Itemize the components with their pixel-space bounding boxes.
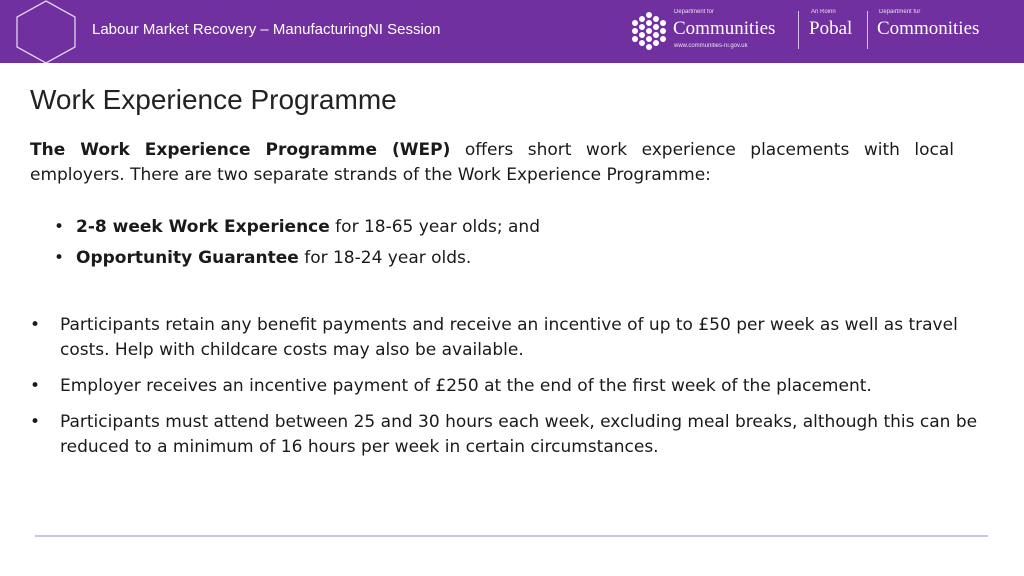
session-title: Labour Market Recovery – ManufacturingNI Session	[92, 21, 441, 38]
intro-paragraph	[30, 138, 954, 188]
hexagon-outline-icon	[14, 0, 78, 63]
intro-text: offers short work experience placements with local employers. There are two separate strands of the Work Experience Programme:	[30, 140, 954, 185]
logo-dept-for: Department for	[674, 9, 715, 15]
logo-divider	[798, 11, 799, 49]
logo-commonities: Commonities	[877, 18, 980, 39]
list-item	[54, 215, 540, 246]
bullet-icon: •	[30, 412, 41, 432]
point-text: Participants must attend between 25 and 30 hours each week, excluding meal breaks, although this can be reduced to a minimum of 16 hours per week in certain circumstances.	[60, 412, 978, 457]
department-emblem-icon	[631, 11, 667, 51]
list-item	[30, 410, 990, 460]
logo-communities: Communities	[673, 18, 776, 39]
footer-divider	[35, 535, 988, 537]
logo-pobal: Pobal	[809, 18, 853, 39]
logo-divider	[867, 11, 868, 49]
strand-name: Opportunity Guarantee	[76, 248, 299, 268]
point-text: Employer receives an incentive payment of £250 at the end of the first week of the placement.	[60, 376, 872, 396]
department-logo	[631, 9, 1001, 55]
bullet-icon: •	[54, 217, 65, 237]
point-text: Participants retain any benefit payments and receive an incentive of up to £50 per week as well as travel costs. Help with childcare costs may also be available.	[60, 315, 958, 360]
strand-detail: for 18-24 year olds.	[298, 248, 472, 268]
details-list	[30, 313, 990, 471]
slide-title: Work Experience Programme	[30, 84, 397, 115]
logo-irish-top: An Roinn	[811, 9, 836, 15]
header-banner	[0, 0, 1024, 63]
bullet-icon: •	[54, 248, 65, 268]
logo-website: www.communities-ni.gov.uk	[674, 43, 748, 49]
logo-ulster-top: Depairtment fur	[879, 9, 921, 15]
list-item	[30, 374, 990, 399]
strand-list	[54, 215, 540, 277]
intro-bold: The Work Experience Programme (WEP)	[30, 140, 451, 160]
list-item	[54, 246, 540, 277]
strand-name: 2-8 week Work Experience	[76, 217, 330, 237]
strand-detail: for 18-65 year olds; and	[329, 217, 540, 237]
list-item	[30, 313, 990, 363]
bullet-icon: •	[30, 315, 41, 335]
bullet-icon: •	[30, 376, 41, 396]
